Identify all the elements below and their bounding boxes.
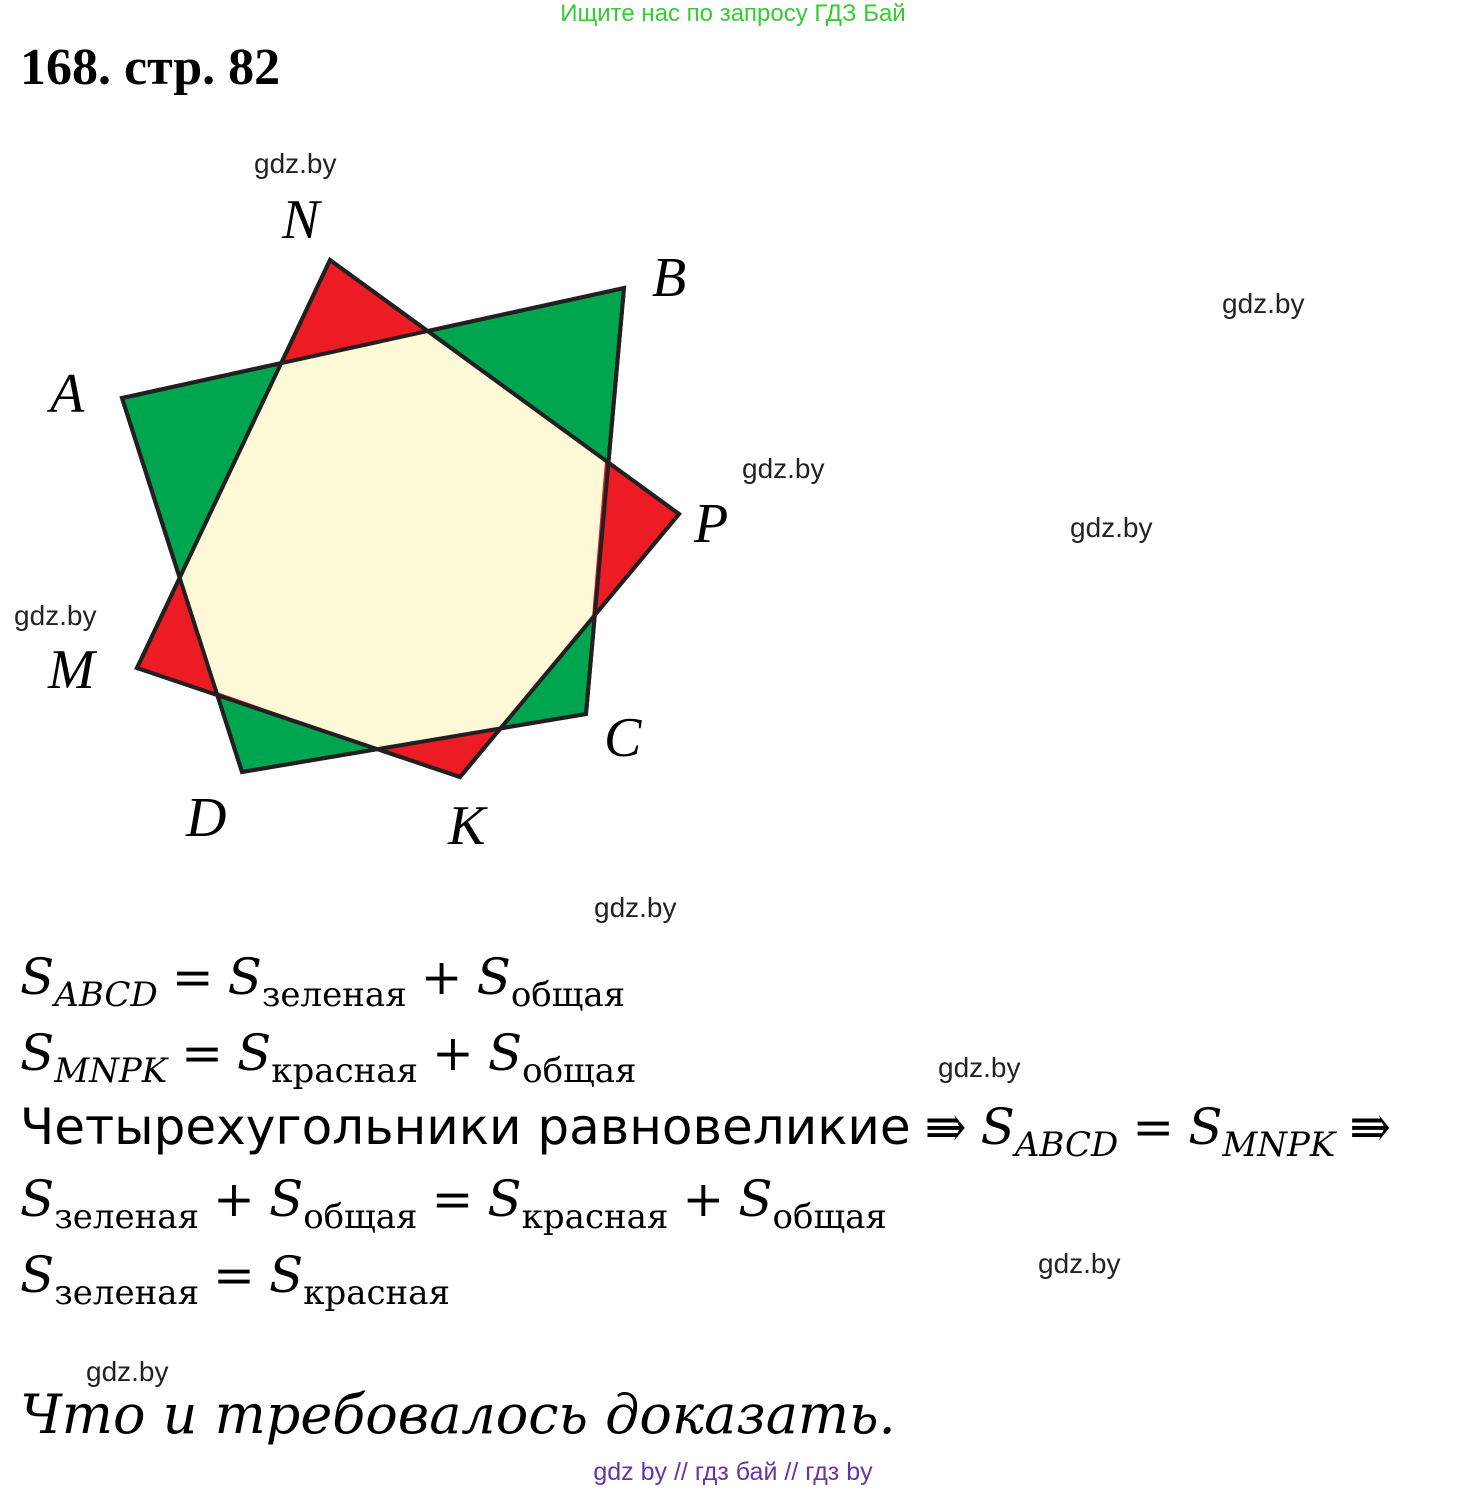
- vertex-label-p: P: [694, 493, 729, 555]
- watermark: gdz.by: [1070, 512, 1153, 543]
- conclusion-text: Что и требовалось доказать.: [20, 1383, 896, 1446]
- subscript-green: зеленая: [261, 974, 407, 1015]
- subscript-red: красная: [271, 1050, 418, 1091]
- vertex-label-n: N: [282, 189, 320, 251]
- symbol-s: S: [20, 1024, 55, 1082]
- plus-sign: +: [432, 1024, 474, 1082]
- watermark: gdz.by: [86, 1356, 169, 1387]
- symbol-s: S: [1188, 1098, 1223, 1156]
- symbol-s: S: [20, 1170, 55, 1228]
- vertex-label-k: K: [448, 795, 486, 857]
- symbol-s: S: [268, 1246, 304, 1304]
- implies-sign: ⇛: [1349, 1098, 1392, 1156]
- watermark: gdz.by: [594, 892, 677, 923]
- watermark: gdz.by: [1038, 1248, 1121, 1279]
- formula-line-1: [20, 948, 626, 1015]
- implies-sign: ⇛: [924, 1098, 967, 1156]
- formula-line-5: [20, 1246, 450, 1313]
- watermark: gdz.by: [254, 148, 337, 179]
- watermark: gdz.by: [742, 453, 825, 484]
- symbol-s: S: [227, 948, 262, 1006]
- vertex-label-d: D: [186, 787, 227, 849]
- subscript-green: зеленая: [54, 1196, 200, 1237]
- plus-sign: +: [213, 1170, 255, 1228]
- subscript-common: общая: [303, 1196, 418, 1237]
- watermark: gdz.by: [14, 600, 97, 631]
- subscript-mnpk: MNPK: [54, 1050, 168, 1091]
- vertex-label-a: A: [50, 363, 85, 425]
- symbol-s: S: [487, 1024, 523, 1082]
- watermark: gdz.by: [1222, 288, 1305, 319]
- plus-sign: +: [420, 948, 463, 1006]
- subscript-red: красная: [521, 1196, 669, 1237]
- symbol-s: S: [738, 1170, 773, 1228]
- plus-sign: +: [682, 1170, 725, 1228]
- symbol-s: S: [980, 1098, 1015, 1156]
- equals-sign: =: [171, 948, 214, 1006]
- subscript-common: общая: [510, 974, 626, 1015]
- subscript-common: общая: [522, 1050, 637, 1091]
- subscript-red: красная: [303, 1272, 450, 1313]
- formula-line-3: [20, 1098, 1405, 1165]
- subscript-common: общая: [772, 1196, 887, 1237]
- symbol-s: S: [487, 1170, 522, 1228]
- symbol-s: S: [268, 1170, 304, 1228]
- symbol-s: S: [20, 948, 55, 1006]
- subscript-abcd: ABCD: [54, 974, 158, 1015]
- vertex-label-m: M: [48, 639, 95, 701]
- top-banner: Ищите нас по запросу ГДЗ Бай: [560, 0, 906, 27]
- equals-sign: =: [431, 1170, 474, 1228]
- vertex-label-c: C: [604, 707, 642, 769]
- subscript-mnpk: MNPK: [1222, 1124, 1336, 1165]
- equals-sign: =: [213, 1246, 255, 1304]
- symbol-s: S: [237, 1024, 272, 1082]
- symbol-s: S: [476, 948, 511, 1006]
- symbol-s: S: [20, 1246, 55, 1304]
- quadrilaterals-figure: [0, 180, 760, 860]
- footer-links: gdz by // гдз бай // гдз by: [593, 1458, 873, 1486]
- vertex-label-b: B: [652, 247, 687, 309]
- formula-line-4: [20, 1170, 887, 1237]
- subscript-abcd: ABCD: [1014, 1124, 1119, 1165]
- formula-line-2: [20, 1024, 637, 1091]
- subscript-green: зеленая: [54, 1272, 200, 1313]
- page-title: 168. стр. 82: [20, 39, 281, 96]
- statement-text: Четырехугольники равновеликие: [20, 1098, 911, 1156]
- equals-sign: =: [181, 1024, 224, 1082]
- equals-sign: =: [1132, 1098, 1175, 1156]
- watermark: gdz.by: [938, 1052, 1021, 1083]
